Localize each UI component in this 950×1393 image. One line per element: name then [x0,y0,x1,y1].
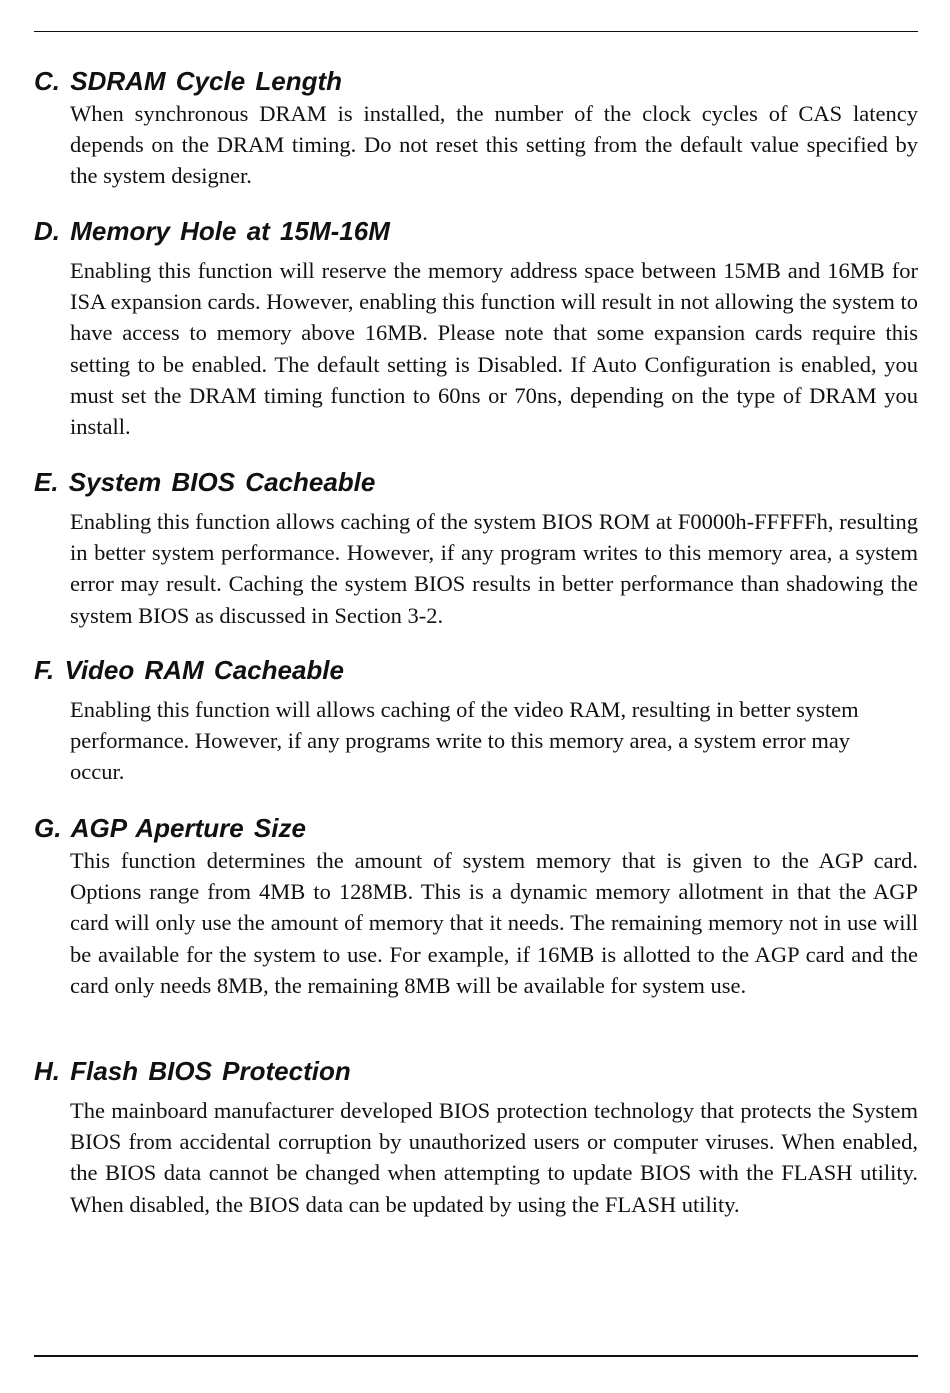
section-system-bios-cacheable [34,465,918,631]
section-heading: C. SDRAM Cycle Length [34,66,343,96]
bottom-rule [34,1355,918,1357]
section-heading: G. AGP Aperture Size [34,813,306,843]
section-paragraph: Enabling this function will allows caching of the video RAM, resulting in better system performance. However, if any programs write to this memory area, a system error may occur. [70,697,859,785]
section-heading: D. Memory Hole at 15M-16M [34,216,390,246]
section-heading: H. Flash BIOS Protection [34,1056,351,1086]
section-agp-aperture-size [34,811,918,1001]
section-flash-bios-protection [34,1054,918,1220]
section-paragraph: Enabling this function allows caching of the system BIOS ROM at F0000h-FFFFFh, resulting in better system performance. However, if any program writes to this memory area, a system error may result. Caching the system BIOS results in better performance than shadowing the system BIOS as discussed in Section 3-2. [70,509,918,628]
section-video-ram-cacheable [34,653,890,788]
section-paragraph: The mainboard manufacturer developed BIOS protection technology that protects the System BIOS from accidental corruption by unauthorized users or computer viruses. When enabled, the BIOS data cannot be changed when attempting to update BIOS with the FLASH utility. When disabled, the BIOS data can be updated by using the FLASH utility. [70,1098,918,1217]
top-rule [34,31,918,32]
section-memory-hole [34,214,918,442]
section-sdram-cycle-length [34,64,918,192]
section-paragraph: Enabling this function will reserve the memory address space between 15MB and 16MB for ISA expansion cards. However, enabling this function will result in not allowing the system to have access to memory above 16MB. Please note that some expansion cards require this setting to be enabled. The default setting is Disabled. If Auto Configuration is enabled, you must set the DRAM timing function to 60ns or 70ns, depending on the type of DRAM you install. [70,258,918,440]
section-paragraph: This function determines the amount of system memory that is given to the AGP card. Options range from 4MB to 128MB. This is a dynamic memory allotment in that the AGP card will only use the amount of memory that it needs. The remaining memory not in use will be available for the system to use. For example, if 16MB is allotted to the AGP card and the card only needs 8MB, the remaining 8MB will be available for system use. [70,848,918,998]
section-heading: E. System BIOS Cacheable [34,467,376,497]
section-heading: F. Video RAM Cacheable [34,655,344,685]
section-paragraph: When synchronous DRAM is installed, the number of the clock cycles of CAS latency depends on the DRAM timing. Do not reset this setting from the default value specified by the system designer. [70,101,918,189]
